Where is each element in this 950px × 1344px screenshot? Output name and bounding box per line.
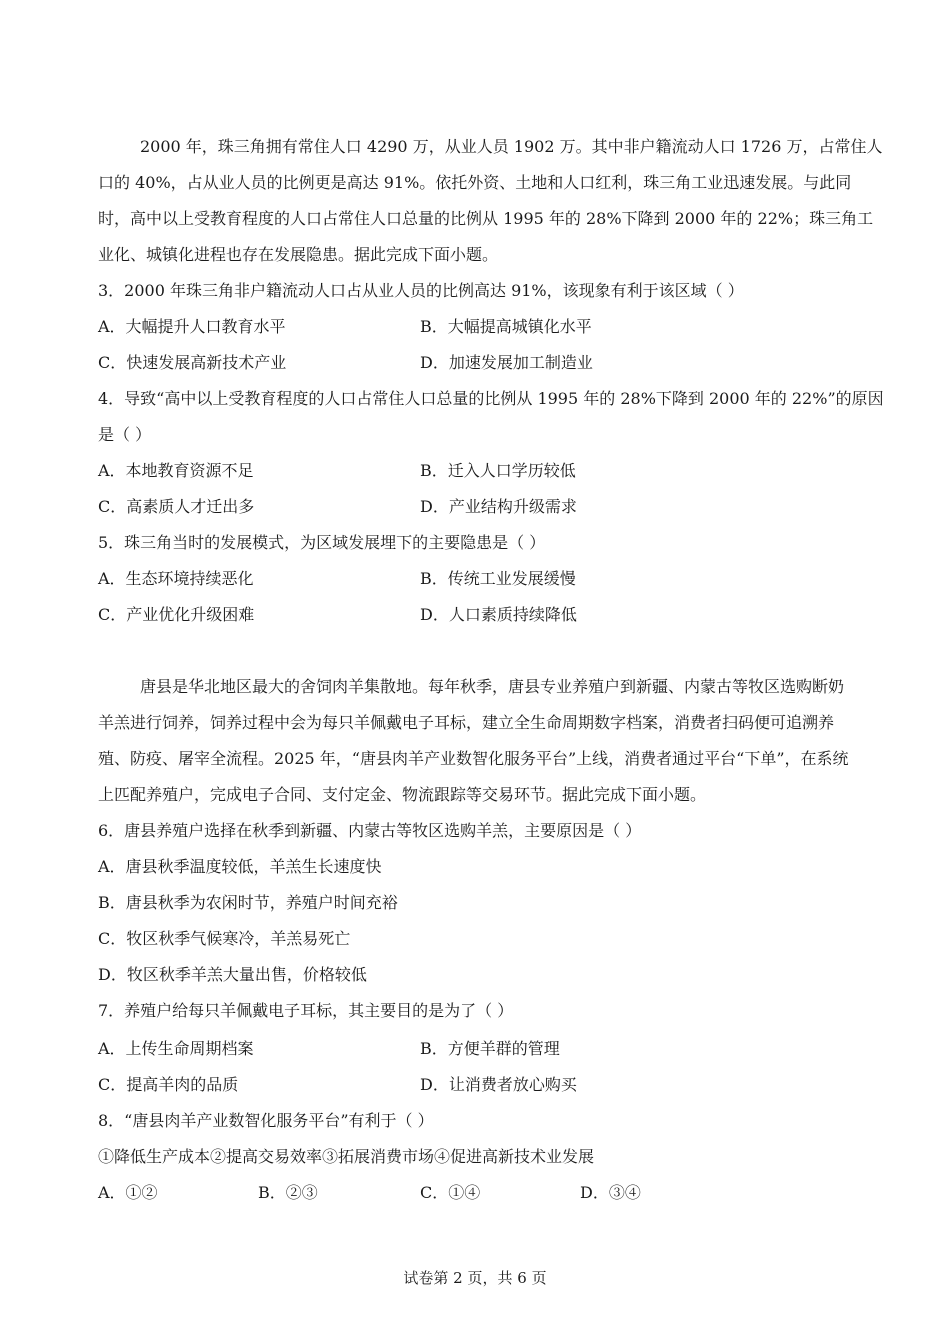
q5-option-b: B．传统工业发展缓慢 (420, 569, 576, 588)
q7-option-d: D．让消费者放心购买 (420, 1075, 577, 1094)
q3-option-d: D．加速发展加工制造业 (420, 353, 593, 372)
q4-stem-line-1: 4．导致“高中以上受教育程度的人口占常住人口总量的比例从 1995 年的 28%下降到 2000 年的 22%”的原因 (98, 389, 884, 408)
q7-option-a: A．上传生命周期档案 (98, 1039, 254, 1058)
q3-option-c: C．快速发展高新技术产业 (98, 353, 287, 372)
passage1-line-1: 2000 年，珠三角拥有常住人口 4290 万，从业人员 1902 万。其中非户籍流动人口 1726 万，占常住人 (140, 137, 883, 156)
q5-option-a: A．生态环境持续恶化 (98, 569, 254, 588)
q6-option-b: B．唐县秋季为农闲时节，养殖户时间充裕 (98, 893, 398, 912)
q4-option-a: A．本地教育资源不足 (98, 461, 254, 480)
q6-option-a: A．唐县秋季温度较低，羊羔生长速度快 (98, 857, 382, 876)
passage2-line-1: 唐县是华北地区最大的舍饲肉羊集散地。每年秋季，唐县专业养殖户到新疆、内蒙古等牧区选购断奶 (140, 677, 845, 696)
page-footer: 试卷第 2 页，共 6 页 (403, 1269, 547, 1287)
q6-option-d: D．牧区秋季羊羔大量出售，价格较低 (98, 965, 367, 984)
q5-option-d: D．人口素质持续降低 (420, 605, 577, 624)
q8-statements: ①降低生产成本②提高交易效率③拓展消费市场④促进高新技术业发展 (98, 1147, 595, 1166)
passage1-line-2: 口的 40%，占从业人员的比例更是高达 91%。依托外资、土地和人口红利，珠三角工业迅速发展。与此同 (98, 173, 852, 192)
q7-option-b: B．方便羊群的管理 (420, 1039, 560, 1058)
q8-option-b: B．②③ (258, 1183, 318, 1202)
q4-option-b: B．迁入人口学历较低 (420, 461, 576, 480)
passage1-line-3: 时，高中以上受教育程度的人口占常住人口总量的比例从 1995 年的 28%下降到 2000 年的 22%；珠三角工 (98, 209, 874, 228)
q7-stem: 7．养殖户给每只羊佩戴电子耳标，其主要目的是为了（ ） (98, 1001, 514, 1020)
q8-stem: 8．“唐县肉羊产业数智化服务平台”有利于（ ） (98, 1111, 434, 1130)
q5-option-c: C．产业优化升级困难 (98, 605, 255, 624)
q3-option-a: A．大幅提升人口教育水平 (98, 317, 286, 336)
passage1-line-4: 业化、城镇化进程也存在发展隐患。据此完成下面小题。 (98, 245, 499, 264)
passage2-line-2: 羊羔进行饲养，饲养过程中会为每只羊佩戴电子耳标，建立全生命周期数字档案，消费者扫码便可追溯养 (98, 713, 835, 732)
passage2-line-3: 殖、防疫、屠宰全流程。2025 年，“唐县肉羊产业数智化服务平台”上线，消费者通过平台“下单”，在系统 (98, 749, 849, 768)
q8-option-d: D．③④ (580, 1183, 641, 1202)
q4-stem-line-2: 是（ ） (98, 425, 152, 444)
q6-stem: 6．唐县养殖户选择在秋季到新疆、内蒙古等牧区选购羊羔，主要原因是（ ） (98, 821, 642, 840)
q6-option-c: C．牧区秋季气候寒冷，羊羔易死亡 (98, 929, 351, 948)
q3-stem: 3．2000 年珠三角非户籍流动人口占从业人员的比例高达 91%，该现象有利于该区域（ ） (98, 281, 744, 300)
q4-option-d: D．产业结构升级需求 (420, 497, 577, 516)
q8-option-a: A．①② (98, 1183, 158, 1202)
q3-option-b: B．大幅提高城镇化水平 (420, 317, 592, 336)
q7-option-c: C．提高羊肉的品质 (98, 1075, 239, 1094)
q4-option-c: C．高素质人才迁出多 (98, 497, 255, 516)
q8-option-c: C．①④ (420, 1183, 481, 1202)
q5-stem: 5．珠三角当时的发展模式，为区域发展埋下的主要隐患是（ ） (98, 533, 546, 552)
passage2-line-4: 上匹配养殖户，完成电子合同、支付定金、物流跟踪等交易环节。据此完成下面小题。 (98, 785, 707, 804)
